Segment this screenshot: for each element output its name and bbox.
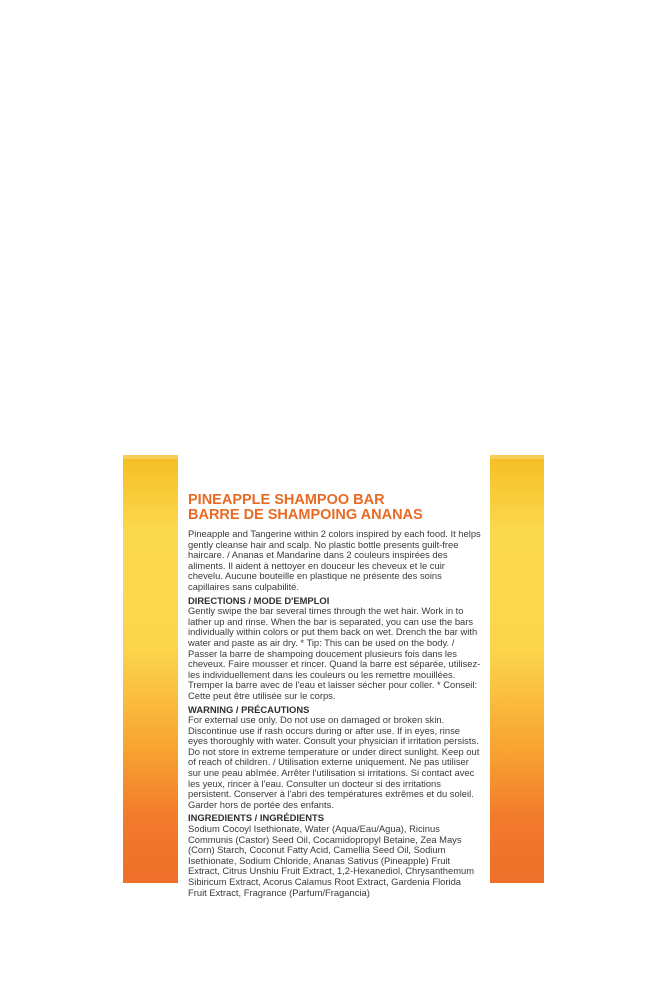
directions-text: Gently swipe the bar several times through the wet hair. Work in to lather up and rinse. When the bar is separated, you can use the bars individually within colors or put them back on wet. Drench the bar with water and paste as air dry. * Tip: This can be used on the body. / Passer la barre de shampoing doucement plusieurs fois dans les cheveux. Faire mousser et rincer. Quand la barre est séparée, utilisez-les individuellement dans les couleurs ou les remettre mouillées. Tremper la barre avec de l'eau et laisser sécher pour coller. * Conseil: Cette peut être utilisée sur le corps. <box>188 605 481 701</box>
warning-heading: WARNING / PRÉCAUTIONS <box>188 703 310 715</box>
product-box <box>123 455 544 898</box>
warning-text: For external use only. Do not use on damaged or broken skin. Discontinue use if rash occurs during or after use. If in eyes, rinse eyes thoroughly with water. Consult your physician if irritation persists. Do not store in extreme temperature or under direct sunlight. Keep out of reach of children. / Utilisation externe uniquement. Ne pas utiliser sur une peau abîmée. Arrêter l'utilisation si irritations. Si contact avec les yeux, rincer à l'eau. Consulter un docteur si des irritations persistent. Conserver à l'abri des températures extrêmes et du soleil. Garder hors de portée des enfants. <box>188 714 480 810</box>
product-label <box>178 455 490 898</box>
product-description: Pineapple and Tangerine within 2 colors inspired by each food. It helps gently cleanse hair and scalp. No plastic bottle presents guilt-free haircare. / Ananas et Mandarine dans 2 couleurs inspirées des aliments. Il aident à nettoyer en douceur les cheveux et le cuir chevelu. Aucune bouteille en plastique ne présente des soins capillaires sans culpabilité. <box>188 528 481 592</box>
product-title-en: PINEAPPLE SHAMPOO BAR <box>188 492 385 508</box>
product-title-fr: BARRE DE SHAMPOING ANANAS <box>188 507 423 523</box>
ingredients-heading: INGREDIENTS / INGRÉDIENTS <box>188 812 324 824</box>
ingredients-text: Sodium Cocoyl Isethionate, Water (Aqua/Eau/Agua), Ricinus Communis (Castor) Seed Oil, Cocamidopropyl Betaine, Zea Mays (Corn) Starch, Coconut Fatty Acid, Camellia Seed Oil, Sodium Isethionate, Sodium Chloride, Ananas Sativus (Pineapple) Fruit Extract, Citrus Unshiu Fruit Extract, 1,2-Hexanediol, Chrysanthemum Sibiricum Extract, Acorus Calamus Root Extract, Gardenia Florida Fruit Extract, Fragrance (Parfum/Fragancia) <box>188 823 475 898</box>
directions-heading: DIRECTIONS / MODE D'EMPLOI <box>188 594 330 606</box>
